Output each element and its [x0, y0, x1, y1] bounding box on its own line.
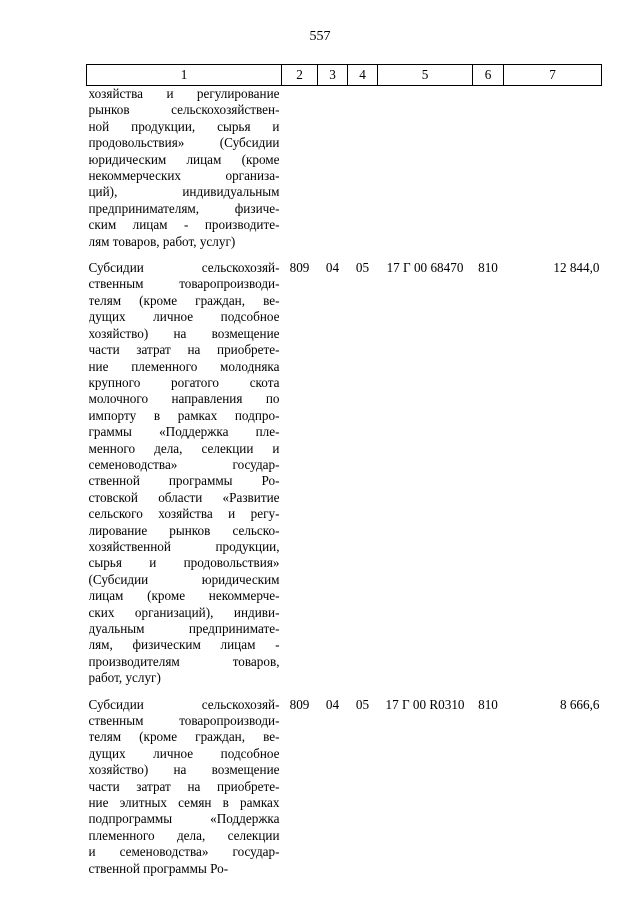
description-line: ние племенного молодняка	[88, 358, 280, 374]
subsection-code: 05	[355, 260, 370, 276]
description-line: ственной программы Ро-	[88, 473, 280, 489]
expense-type-code	[473, 86, 504, 251]
description-line: ций), индивидуальным	[88, 184, 280, 200]
section-code: 04	[325, 696, 340, 712]
page-number: 557	[309, 29, 331, 44]
description-line: производителям товаров,	[88, 653, 280, 669]
description-line: Субсидии сельскохозяй-	[88, 696, 280, 712]
target-article-code: 17 Г 00 R0310	[385, 696, 465, 712]
description-line: телям (кроме граждан, ве-	[88, 292, 280, 308]
description-line: Субсидии сельскохозяй-	[88, 260, 280, 276]
ministry-code	[282, 86, 318, 251]
row-spacer-cell	[87, 250, 602, 260]
header-cell-1: 1	[87, 65, 282, 86]
description-line: работ, услуг)	[88, 670, 161, 686]
row-description	[87, 86, 282, 251]
description-line: ских организаций), индиви-	[88, 604, 280, 620]
description-line: хозяйство) на возмещение	[88, 325, 280, 341]
amount-value: 8 666,6	[559, 696, 600, 712]
description-line: юридическим лицам (кроме	[88, 151, 280, 167]
description-line: крупного рогатого скота	[88, 374, 280, 390]
description-line: телям (кроме граждан, ве-	[88, 729, 280, 745]
section-code	[318, 86, 348, 251]
description-line: (Субсидии юридическим	[88, 571, 280, 587]
expense-type-code: 810	[478, 260, 498, 276]
description-line: менного дела, селекции и	[88, 440, 280, 456]
ministry-code: 809	[289, 696, 310, 712]
description-line: ским лицам - производите-	[88, 217, 280, 233]
target-article-code	[378, 86, 473, 251]
description-line: лям, физическим лицам -	[88, 637, 280, 653]
description-line: части затрат на приобрете-	[88, 778, 280, 794]
description-line: дущих личное подсобное	[88, 309, 280, 325]
subsection-code	[348, 86, 378, 251]
description-line: ной продукции, сырья и	[88, 118, 280, 134]
header-cell-5: 5	[378, 65, 473, 86]
description-line: подпрограммы «Поддержка	[88, 811, 280, 827]
row-spacer	[87, 687, 602, 697]
header-row	[87, 65, 602, 86]
description-line: и семеноводства» государ-	[88, 844, 280, 860]
amount-value: 12 844,0	[553, 260, 600, 276]
header-cell-2: 2	[282, 65, 318, 86]
description-line: хозяйства и регулирование	[88, 86, 280, 101]
description-line: племенного дела, селекции	[88, 827, 280, 843]
table-row	[87, 86, 602, 251]
expense-type-code: 810	[478, 696, 498, 712]
row-description	[87, 697, 282, 877]
description-line: лирование рынков сельско-	[88, 522, 280, 538]
description-line: предпринимателям, физиче-	[88, 200, 280, 216]
description-line: сельского хозяйства и регу-	[88, 506, 280, 522]
target-article-code: 17 Г 00 68470	[386, 260, 464, 276]
header-cell-7: 7	[504, 65, 602, 86]
table-row	[87, 260, 602, 687]
amount-value	[504, 86, 602, 251]
description-line: хозяйственной продукции,	[88, 538, 280, 554]
budget-table	[86, 64, 602, 877]
description-line: дущих личное подсобное	[88, 745, 280, 761]
description-line: продовольствия» (Субсидии	[88, 135, 280, 151]
description-line: дуальным предпринимате-	[88, 621, 280, 636]
row-description	[87, 260, 282, 687]
description-line: некоммерческих организа-	[88, 168, 280, 184]
description-line: семеноводства» государ-	[88, 456, 280, 472]
section-code: 04	[325, 260, 340, 276]
description-line: лям товаров, работ, услуг)	[88, 233, 236, 249]
description-line: молочного направления по	[88, 391, 280, 407]
ministry-code: 809	[289, 260, 310, 276]
header-cell-6: 6	[473, 65, 504, 86]
row-spacer	[87, 250, 602, 260]
table-row	[87, 697, 602, 877]
description-line: стовской области «Развитие	[88, 489, 280, 505]
table-body	[87, 86, 602, 878]
description-line: ние элитных семян в рамках	[88, 795, 280, 811]
description-line: части затрат на приобрете-	[88, 342, 280, 358]
row-spacer-cell	[87, 687, 602, 697]
description-line: импорту в рамках подпро-	[88, 407, 280, 423]
subsection-code: 05	[355, 696, 370, 712]
description-line: граммы «Поддержка пле-	[88, 424, 280, 440]
description-line: лицам (кроме некоммерче-	[88, 588, 280, 604]
description-line: сырья и продовольствия»	[88, 555, 280, 571]
header-cell-3: 3	[318, 65, 348, 86]
header-cell-4: 4	[348, 65, 378, 86]
description-line: хозяйство) на возмещение	[88, 762, 280, 778]
description-line: рынков сельскохозяйствен-	[88, 102, 280, 118]
description-line: ственным товаропроизводи-	[88, 276, 280, 292]
description-line: ственным товаропроизводи-	[88, 713, 280, 729]
description-line: ственной программы Ро-	[88, 860, 229, 876]
